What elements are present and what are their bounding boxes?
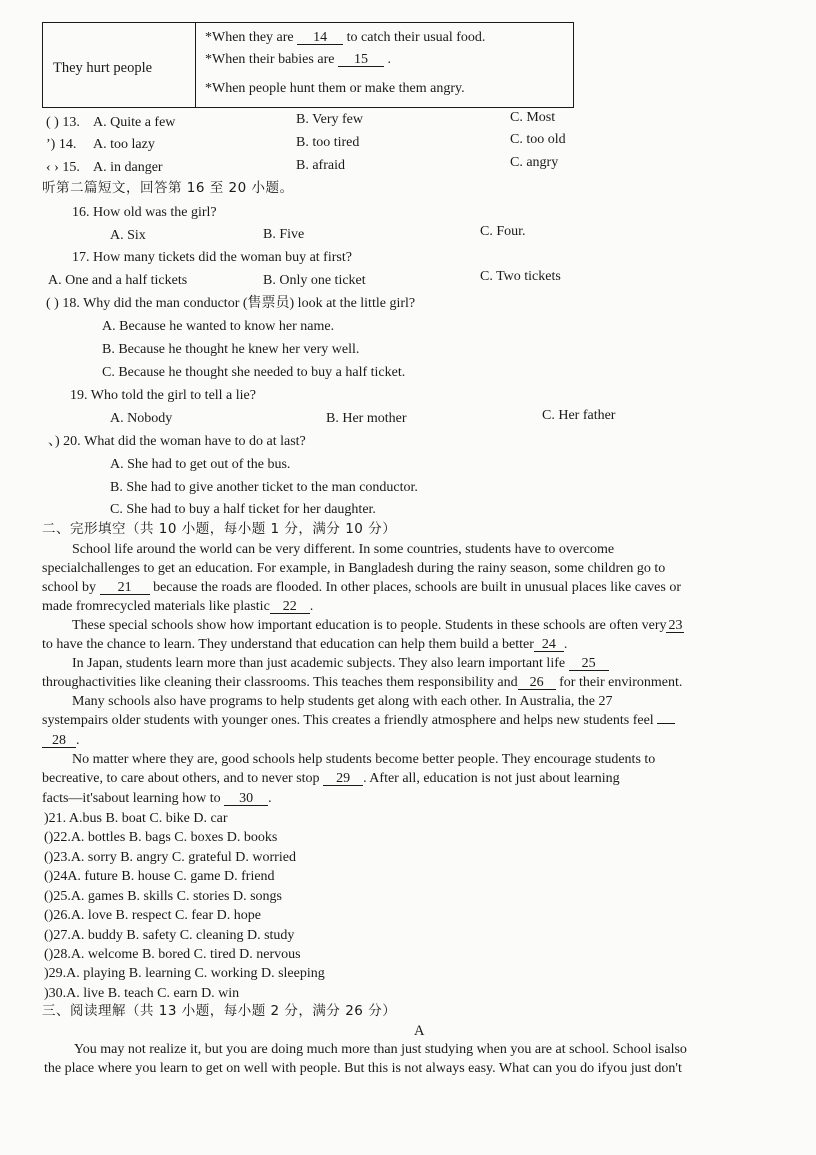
q17-question: 17. How many tickets did the woman buy at first? <box>72 250 352 265</box>
q14-option-a[interactable]: A. too lazy <box>93 137 155 152</box>
blank-29[interactable]: 29 <box>323 772 363 786</box>
q17-option-c[interactable]: C. Two tickets <box>480 269 561 284</box>
cloze-p2-line1: These special schools show how important education is to people. Students in these schools are often very 23 <box>72 618 683 633</box>
cloze-option-23[interactable]: ()23.A. sorry B. angry C. grateful D. worried <box>44 850 296 865</box>
q13-option-b[interactable]: B. Very few <box>296 112 364 127</box>
blank-26[interactable]: 26 <box>518 676 556 690</box>
q19-option-c[interactable]: C. Her father <box>542 408 616 423</box>
reading-passage-letter: A <box>414 1023 425 1039</box>
q17-option-a[interactable]: A. One and a half tickets <box>48 273 188 288</box>
blank-28[interactable]: 28 <box>42 734 76 748</box>
q20-option-c[interactable]: C. She had to buy a half ticket for her daughter. <box>110 502 376 517</box>
q18-option-a[interactable]: A. Because he wanted to know her name. <box>102 319 335 334</box>
cloze-option-27[interactable]: ()27.A. buddy B. safety C. cleaning D. study <box>44 928 295 943</box>
cloze-p1-line4: made fromrecycled materials like plastic 22 . <box>42 599 314 614</box>
q15-option-a[interactable]: A. in danger <box>93 160 163 175</box>
cloze-option-30[interactable]: )30.A. live B. teach C. earn D. win <box>44 986 240 1001</box>
q18-option-c[interactable]: C. Because he thought she needed to buy a half ticket. <box>102 365 406 380</box>
reading-line-1: You may not realize it, but you are doing much more than just studying when you are at school. School isalso <box>74 1042 687 1057</box>
q16-question: 16. How old was the girl? <box>72 205 217 220</box>
section-listening-2-heading: 听第二篇短文，回答第 16 至 20 小题。 <box>42 180 294 196</box>
q19-question: 19. Who told the girl to tell a lie? <box>70 388 256 403</box>
q18-question: ( ) 18. Why did the man conductor (售票员) look at the little girl? <box>46 296 416 311</box>
q15-option-c[interactable]: C. angry <box>510 155 559 170</box>
cloze-p2-line2: to have the chance to learn. They understand that education can help them build a better 24 . <box>42 637 568 652</box>
q13-option-c[interactable]: C. Most <box>510 110 556 125</box>
table-line-2: *When their babies are 15 . <box>205 52 391 67</box>
q16-option-b[interactable]: B. Five <box>263 227 305 242</box>
table-line-1: *When they are 14 to catch their usual food. <box>205 30 486 45</box>
section-cloze-heading: 二、完形填空（共 10 小题，每小题 1 分，满分 10 分） <box>42 521 397 537</box>
cloze-p4-line2: systempairs older students with younger ones. This creates a friendly atmosphere and helps new students feel <box>42 714 675 728</box>
blank-28-tail[interactable] <box>657 723 675 724</box>
cloze-option-29[interactable]: )29.A. playing B. learning C. working D. sleeping <box>44 966 325 981</box>
q18-option-b[interactable]: B. Because he thought he knew her very well. <box>102 342 360 357</box>
q15-option-b[interactable]: B. afraid <box>296 158 345 173</box>
table-left-cell: They hurt people <box>53 60 153 76</box>
blank-25[interactable]: 25 <box>569 657 609 671</box>
q20-option-a[interactable]: A. She had to get out of the bus. <box>110 457 291 472</box>
blank-14[interactable]: 14 <box>297 31 343 45</box>
blank-22[interactable]: 22 <box>270 600 310 614</box>
cloze-p5-line2: becreative, to care about others, and to never stop 29 . After all, education is not just about learning <box>42 771 620 786</box>
cloze-p3-line1: In Japan, students learn more than just academic subjects. They also learn important life 25 <box>72 657 609 671</box>
cloze-p4-line3: 28 . <box>42 734 80 748</box>
q17-option-b[interactable]: B. Only one ticket <box>263 273 366 288</box>
cloze-p1-line1: School life around the world can be very different. In some countries, students have to overcome <box>72 542 615 557</box>
table-line-3: *When people hunt them or make them angry. <box>205 81 465 96</box>
q20-option-b[interactable]: B. She had to give another ticket to the man conductor. <box>110 480 418 495</box>
q19-option-b[interactable]: B. Her mother <box>326 411 407 426</box>
q15-prefix: ‹ › 15. <box>46 160 80 175</box>
q16-option-c[interactable]: C. Four. <box>480 224 526 239</box>
cloze-option-24[interactable]: ()24A. future B. house C. game D. friend <box>44 869 275 884</box>
q19-option-a[interactable]: A. Nobody <box>110 411 173 426</box>
answer-table <box>42 22 574 108</box>
cloze-p5-line3: facts—it'sabout learning how to 30 . <box>42 791 272 806</box>
blank-23[interactable]: 23 <box>668 618 683 633</box>
blank-15[interactable]: 15 <box>338 53 384 67</box>
cloze-p5-line1: No matter where they are, good schools help students become better people. They encourage students to <box>72 752 656 767</box>
blank-24[interactable]: 24 <box>534 638 564 652</box>
cloze-option-21[interactable]: )21. A.bus B. boat C. bike D. car <box>44 811 228 826</box>
cloze-option-25[interactable]: ()25.A. games B. skills C. stories D. songs <box>44 889 282 904</box>
cloze-option-26[interactable]: ()26.A. love B. respect C. fear D. hope <box>44 908 261 923</box>
cloze-option-28[interactable]: ()28.A. welcome B. bored C. tired D. nervous <box>44 947 301 962</box>
section-reading-heading: 三、阅读理解（共 13 小题，每小题 2 分，满分 26 分） <box>42 1003 397 1019</box>
cloze-option-22[interactable]: ()22.A. bottles B. bags C. boxes D. books <box>44 830 278 845</box>
blank-30[interactable]: 30 <box>224 792 268 806</box>
cloze-p4-line1: Many schools also have programs to help students get along with each other. In Australia, the 27 <box>72 694 613 709</box>
q16-option-a[interactable]: A. Six <box>110 228 146 243</box>
q20-question: 、) 20. What did the woman have to do at last? <box>48 434 306 449</box>
reading-line-2: the place where you learn to get on well with people. But this is not always easy. What can you do ifyou just don't <box>44 1061 682 1076</box>
blank-21[interactable]: 21 <box>100 581 150 595</box>
q13-prefix: ( ) 13. <box>46 115 80 130</box>
q14-option-b[interactable]: B. too tired <box>296 135 360 150</box>
cloze-p1-line3: school by 21 because the roads are flooded. In other places, schools are built in unusual places like caves or <box>42 580 681 595</box>
q14-option-c[interactable]: C. too old <box>510 132 566 147</box>
cloze-p1-line2: specialchallenges to get an education. For example, in Bangladesh during the rainy season, some children go to <box>42 561 666 576</box>
q14-prefix: ’) 14. <box>46 137 77 152</box>
q13-option-a[interactable]: A. Quite a few <box>93 115 176 130</box>
cloze-p3-line2: throughactivities like cleaning their classrooms. This teaches them responsibility and 26 for their environment. <box>42 675 683 690</box>
table-divider <box>195 23 196 107</box>
